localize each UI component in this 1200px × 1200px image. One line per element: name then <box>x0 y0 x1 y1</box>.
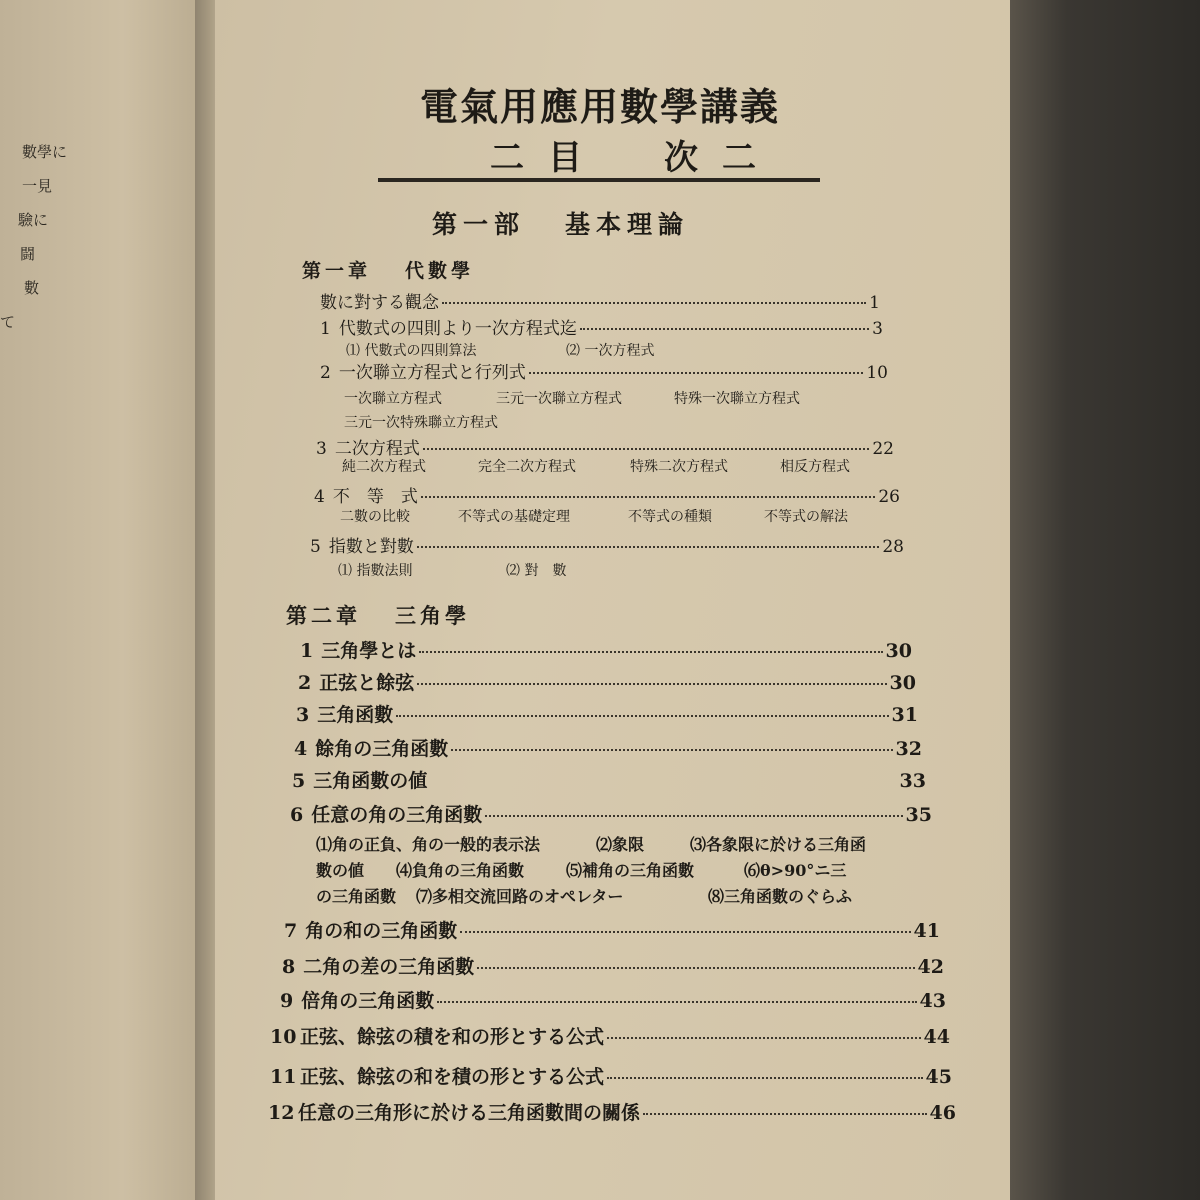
entry-number: 7 <box>284 920 298 942</box>
entry-page: 30 <box>885 640 912 662</box>
subtopic: 不等式の種類 <box>628 509 712 525</box>
leader-dots <box>396 715 888 717</box>
left-page-text <box>0 135 68 339</box>
toc-entry[interactable] <box>314 482 900 507</box>
entry-number: 4 <box>314 487 325 507</box>
toc-entry[interactable] <box>294 734 922 761</box>
leader-dots <box>417 546 880 548</box>
entry-number: 2 <box>298 672 312 694</box>
contents-heading-text: 目 次 <box>548 138 722 178</box>
entry-page: 26 <box>878 487 900 507</box>
entry-number: 1 <box>300 640 314 662</box>
entry-title: 一次聯立方程式と行列式 <box>338 363 526 383</box>
entry-number: 10 <box>270 1026 297 1048</box>
subtopic: 不等式の基礎定理 <box>458 509 570 525</box>
leader-dots <box>442 302 866 304</box>
leader-dots <box>580 328 869 330</box>
left-fragment: 數學に <box>22 143 68 161</box>
entry-page: 3 <box>872 319 883 339</box>
entry-number: 5 <box>292 770 306 792</box>
entry-page: 41 <box>913 920 940 942</box>
subtopic: 二數の比較 <box>340 509 410 525</box>
entry-page: 10 <box>866 363 888 383</box>
entry-title: 三角函數の値 <box>313 770 428 792</box>
leader-dots <box>607 1037 921 1039</box>
subtopic: ⑷負角の三角函數 <box>396 861 525 880</box>
entry-subtopics <box>344 388 800 408</box>
entry-number: 1 <box>320 319 331 339</box>
subtopic: 三元一次特殊聯立方程式 <box>344 415 498 431</box>
entry-number: 4 <box>294 738 308 760</box>
entry-title: 任意の角の三角函數 <box>311 804 483 826</box>
toc-entry[interactable] <box>270 1022 950 1049</box>
toc-entry[interactable] <box>300 636 912 663</box>
entry-title: 指數と對數 <box>328 537 414 557</box>
chapter-title: 三角學 <box>395 603 470 628</box>
entry-page: 31 <box>891 704 918 726</box>
part-label: 第一部 <box>432 210 526 239</box>
left-fragment: て <box>0 313 16 331</box>
entry-page: 45 <box>925 1066 952 1088</box>
subtopic: 數の値 <box>316 861 365 880</box>
entry-title: 正弦、餘弦の積を和の形とする公式 <box>300 1026 605 1048</box>
entry-subtopics <box>316 856 846 885</box>
entry-subtopics <box>316 830 866 859</box>
entry-page: 30 <box>889 672 916 694</box>
entry-title: 正弦と餘弦 <box>319 672 415 694</box>
leader-dots <box>423 448 870 450</box>
toc-entry[interactable] <box>290 800 932 827</box>
leader-dots <box>643 1113 927 1115</box>
subtopic: 相反方程式 <box>780 459 850 475</box>
subtopic: ⑴ 代數式の四則算法 <box>346 343 477 359</box>
entry-title: 三角學とは <box>321 640 417 662</box>
entry-number: 2 <box>320 363 331 383</box>
subtopic: の三角函數 <box>316 887 397 906</box>
subtopic: 特殊一次聯立方程式 <box>674 391 800 407</box>
subtopic: ⑴ 指數法則 <box>338 563 413 579</box>
toc-entry[interactable] <box>320 358 888 383</box>
entry-subtopics <box>344 412 498 432</box>
entry-page: 22 <box>872 439 894 459</box>
subtopic: ⑸補角の三角函數 <box>566 861 695 880</box>
leader-dots <box>437 1001 916 1003</box>
toc-entry[interactable] <box>268 1098 956 1125</box>
left-page <box>0 0 205 1200</box>
entry-title: 二次方程式 <box>334 439 420 459</box>
entry-number: 8 <box>282 956 296 978</box>
page-edge <box>1010 0 1200 1200</box>
subtopic: ⑴角の正負、角の一般的表示法 <box>316 835 541 854</box>
chapter-title: 代數學 <box>405 260 475 282</box>
entry-page: 28 <box>882 537 904 557</box>
entry-title: 角の和の三角函數 <box>305 920 458 942</box>
toc-entry[interactable] <box>270 1062 952 1089</box>
leader-dots <box>419 651 882 653</box>
subtopic: 三元一次聯立方程式 <box>496 391 622 407</box>
entry-page: 42 <box>917 956 944 978</box>
entry-subtopics <box>338 560 566 580</box>
title-rule <box>378 178 820 182</box>
entry-title: 三角函數 <box>317 704 394 726</box>
chapter-2-heading <box>286 600 470 630</box>
entry-subtopics <box>340 506 848 526</box>
contents-heading: 二目 次二 <box>490 138 780 178</box>
entry-subtopics <box>346 340 654 360</box>
entry-number: 6 <box>290 804 304 826</box>
toc-entry[interactable] <box>320 314 883 339</box>
toc-entry[interactable] <box>296 700 918 727</box>
leader-dots <box>529 372 864 374</box>
chapter-1-heading <box>302 256 474 283</box>
subtopic: ⑹θ>90°ニ三 <box>744 861 847 880</box>
toc-entry[interactable] <box>284 916 940 943</box>
entry-subtopics <box>316 882 852 911</box>
subtopic: 純二次方程式 <box>342 459 426 475</box>
entry-number: 3 <box>316 439 327 459</box>
toc-entry[interactable] <box>292 766 926 793</box>
entry-page: 43 <box>919 990 946 1012</box>
entry-title: 任意の三角形に於ける三角函數間の關係 <box>298 1102 641 1124</box>
entry-title: 正弦、餘弦の和を積の形とする公式 <box>300 1066 605 1088</box>
subtopic: 完全二次方程式 <box>478 459 576 475</box>
entry-number: 9 <box>280 990 294 1012</box>
leader-dots <box>460 931 910 933</box>
left-fragment: 數 <box>24 279 40 297</box>
entry-page: 33 <box>899 770 926 792</box>
entry-title: 倍角の三角函數 <box>301 990 435 1012</box>
left-fragment: 一見 <box>22 177 53 195</box>
subtopic: 不等式の解法 <box>764 509 848 525</box>
leader-dots <box>477 967 914 969</box>
subtopic: ⑵ 對 數 <box>506 563 567 579</box>
entry-title: 代數式の四則より一次方程式迄 <box>338 319 577 339</box>
entry-number: 5 <box>310 537 321 557</box>
chapter-label: 第一章 <box>302 260 372 282</box>
toc-entry[interactable] <box>280 986 946 1013</box>
entry-number: 12 <box>268 1102 295 1124</box>
subtopic: 一次聯立方程式 <box>344 391 442 407</box>
subtopic: ⑺多相交流回路のオペレター <box>416 887 624 906</box>
entry-page: 35 <box>905 804 932 826</box>
left-fragment: 闘 <box>20 245 36 263</box>
entry-title: 二角の差の三角函數 <box>303 956 475 978</box>
entry-number: 11 <box>270 1066 297 1088</box>
leader-dots <box>451 749 892 751</box>
toc-entry[interactable] <box>298 668 916 695</box>
chapter-label: 第二章 <box>286 603 361 628</box>
subtopic: ⑵ 一次方程式 <box>566 343 655 359</box>
toc-entry[interactable] <box>310 532 904 557</box>
entry-page: 1 <box>869 293 880 313</box>
part-heading <box>432 205 689 241</box>
leader-dots <box>421 496 876 498</box>
subtopic: ⑵象限 <box>596 835 645 854</box>
subtopic: 特殊二次方程式 <box>630 459 728 475</box>
entry-page: 44 <box>923 1026 950 1048</box>
entry-title: 數に對する觀念 <box>320 293 439 313</box>
toc-entry[interactable] <box>320 288 880 313</box>
entry-page: 32 <box>895 738 922 760</box>
part-title: 基本理論 <box>565 210 690 239</box>
entry-page: 46 <box>929 1102 956 1124</box>
leader-dots <box>417 683 886 685</box>
entry-title: 不 等 式 <box>332 487 418 507</box>
subtopic: ⑶各象限に於ける三角函 <box>690 835 867 854</box>
entry-number: 3 <box>296 704 310 726</box>
left-fragment: 驗に <box>18 211 49 229</box>
leader-dots <box>607 1077 923 1079</box>
entry-title: 餘角の三角函數 <box>315 738 449 760</box>
leader-dots <box>485 815 902 817</box>
book-title: 電氣用應用數學講義 <box>420 84 781 129</box>
subtopic: ⑻三角函數のぐらふ <box>708 887 853 906</box>
toc-entry[interactable] <box>282 952 944 979</box>
entry-subtopics <box>342 456 850 476</box>
